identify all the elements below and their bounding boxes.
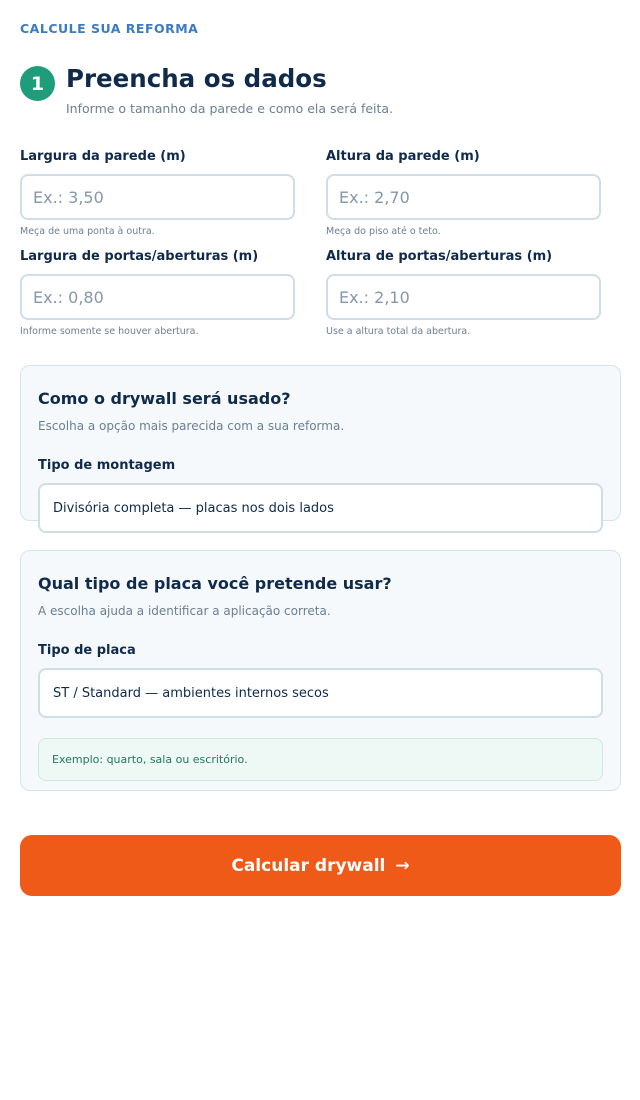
opening-width-label: Largura de portas/aberturas (m) xyxy=(20,249,259,264)
wall-height-field xyxy=(326,145,601,237)
usage-card-description: Escolha a opção mais parecida com a sua reforma. xyxy=(38,419,345,433)
board-type-label: Tipo de placa xyxy=(38,643,136,658)
wall-height-hint: Meça do piso até o teto. xyxy=(326,226,441,237)
calculate-drywall-button[interactable] xyxy=(20,835,621,896)
board-card-description: A escolha ajuda a identificar a aplicação correta. xyxy=(38,604,331,618)
usage-card xyxy=(20,365,621,521)
opening-width-field xyxy=(20,245,295,337)
mounting-type-label: Tipo de montagem xyxy=(38,458,176,473)
opening-width-input[interactable] xyxy=(20,274,295,320)
section-eyebrow: CALCULE SUA REFORMA xyxy=(20,21,199,36)
opening-width-hint: Informe somente se houver abertura. xyxy=(20,326,199,337)
mounting-type-select[interactable]: Divisória completa — placas nos dois lados xyxy=(38,483,603,533)
board-example-note: Exemplo: quarto, sala ou escritório. xyxy=(38,738,603,781)
board-card xyxy=(20,550,621,791)
wall-width-label: Largura da parede (m) xyxy=(20,149,186,164)
step-title: Preencha os dados xyxy=(66,64,327,93)
wall-width-input[interactable] xyxy=(20,174,295,220)
step-subtitle: Informe o tamanho da parede e como ela será feita. xyxy=(66,101,394,116)
opening-height-input[interactable] xyxy=(326,274,601,320)
step-number-badge: 1 xyxy=(20,66,55,101)
usage-card-title: Como o drywall será usado? xyxy=(38,389,291,408)
calculate-button-label: Calcular drywall xyxy=(231,855,386,876)
opening-height-hint: Use a altura total da abertura. xyxy=(326,326,471,337)
wall-height-input[interactable] xyxy=(326,174,601,220)
wall-height-label: Altura da parede (m) xyxy=(326,149,480,164)
arrow-right-icon: → xyxy=(395,855,410,876)
opening-height-label: Altura de portas/aberturas (m) xyxy=(326,249,553,264)
opening-height-field xyxy=(326,245,601,337)
wall-width-field xyxy=(20,145,295,237)
board-type-select[interactable]: ST / Standard — ambientes internos secos xyxy=(38,668,603,718)
wall-width-hint: Meça de uma ponta à outra. xyxy=(20,226,155,237)
board-card-title: Qual tipo de placa você pretende usar? xyxy=(38,574,392,593)
